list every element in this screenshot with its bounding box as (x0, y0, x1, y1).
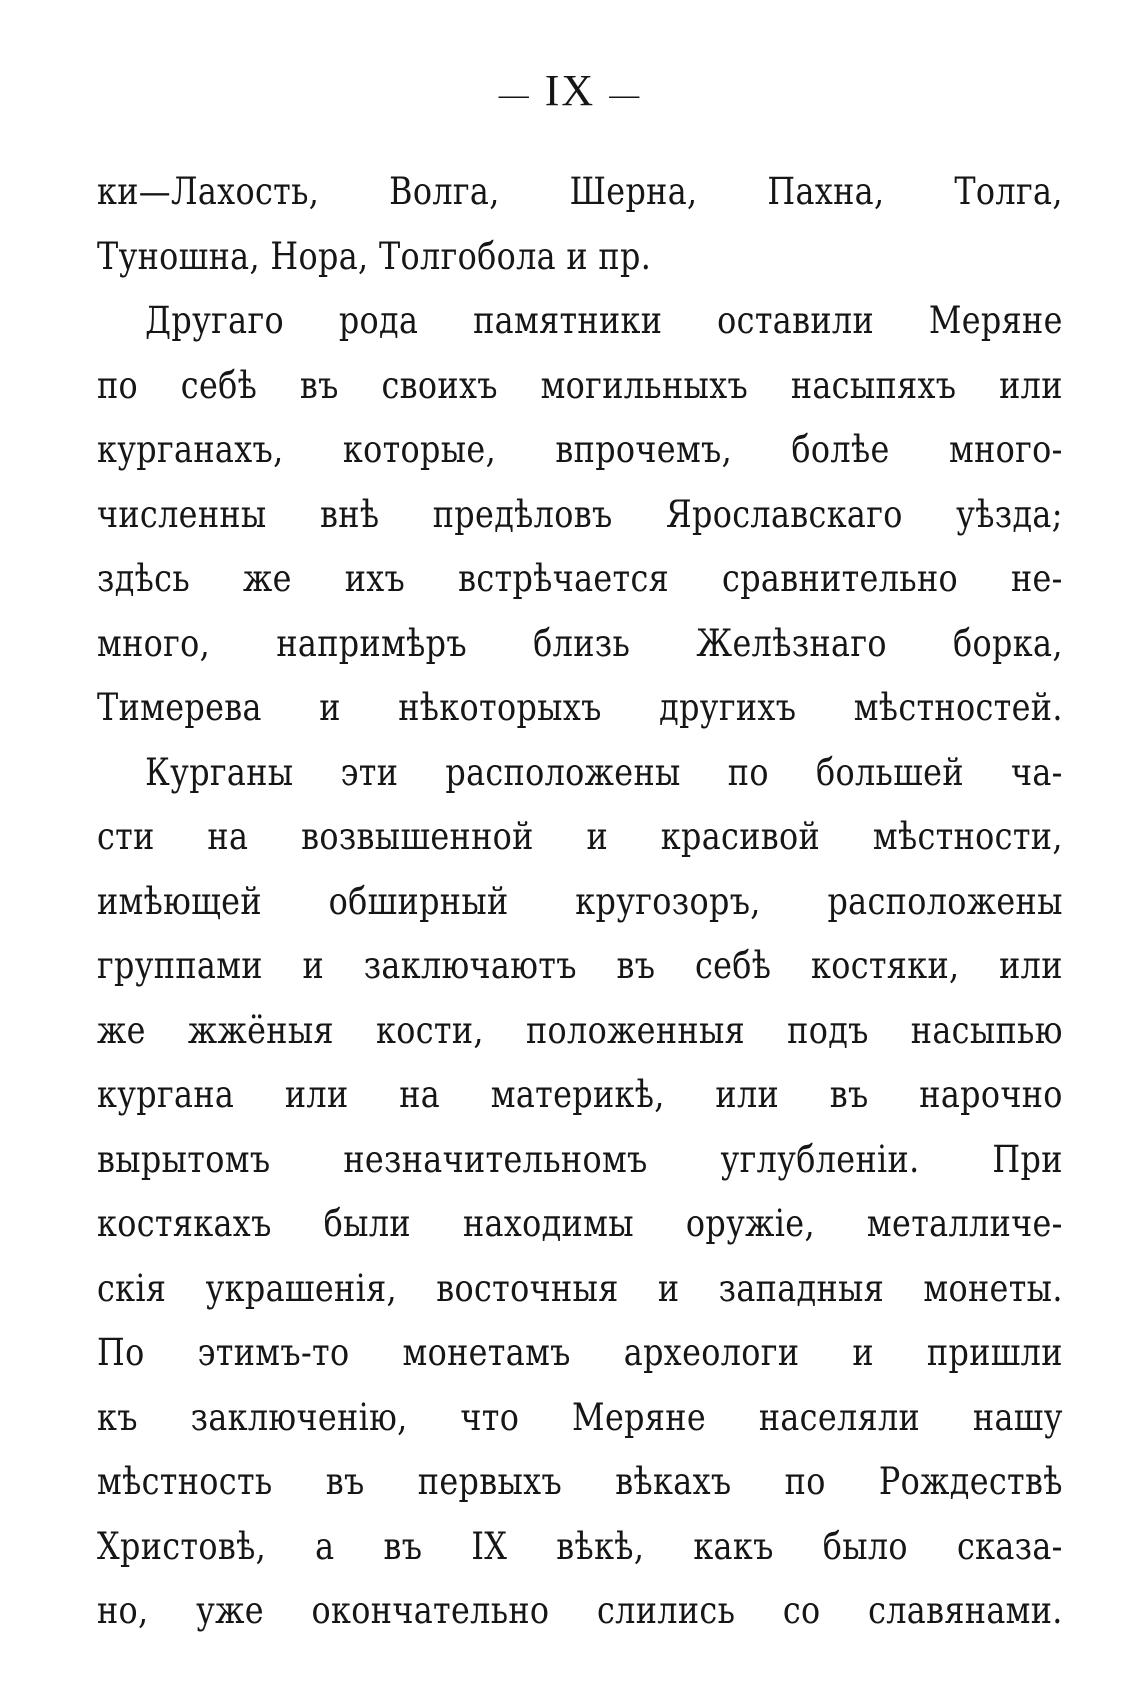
text-line: къ заключенію, что Меряне населяли нашу (97, 1395, 1063, 1439)
text-line: но, уже окончательно слились со славянами. (97, 1589, 1063, 1632)
text-line: много, напримѣръ близь Желѣзнаго борка, (97, 621, 1063, 665)
text-line: Курганы эти расположены по большей ча- (145, 750, 1063, 794)
body-text (97, 160, 1063, 1644)
text-line: Тимерева и нѣкоторыхъ другихъ мѣстностей. (97, 686, 1063, 729)
text-line: курганахъ, которые, впрочемъ, болѣе много- (97, 428, 1063, 471)
text-line: группами и заключаютъ въ себѣ костяки, или (97, 944, 1063, 987)
text-line: имѣющей обширный кругозоръ, расположены (97, 879, 1063, 923)
text-line: кургана или на материкѣ, или въ нарочно (97, 1073, 1063, 1116)
text-line: Христовѣ, а въ IX вѣкѣ, какъ было сказа- (97, 1524, 1063, 1568)
text-line: сти на возвышенной и красивой мѣстности, (97, 815, 1063, 858)
page-number-dash-left: — (498, 77, 531, 111)
text-line: костякахъ были находимы оружіе, металличе- (97, 1202, 1063, 1245)
paragraph-3 (97, 741, 1063, 1644)
paragraph-2 (97, 289, 1063, 741)
text-line: По этимъ-то монетамъ археологи и пришли (97, 1331, 1063, 1374)
page-number (0, 66, 1140, 120)
text-line: мѣстность въ первыхъ вѣкахъ по Рождествѣ (97, 1460, 1063, 1503)
text-line: скія украшенія, восточныя и западныя монеты. (97, 1266, 1063, 1310)
text-line: численны внѣ предѣловъ Ярославскаго уѣзда; (97, 492, 1063, 536)
text-line: по себѣ въ своихъ могильныхъ насыпяхъ или (97, 363, 1063, 407)
page-number-dash-right: — (609, 77, 642, 111)
page-number-numeral: IX (544, 66, 596, 115)
text-line: Другаго рода памятники оставили Меряне (145, 299, 1063, 342)
text-line: Туношна, Нора, Толгобола и пр. (97, 234, 652, 278)
text-line: же жжёныя кости, положенныя подъ насыпью (97, 1008, 1063, 1052)
paragraph-1 (97, 160, 1063, 289)
text-line: здѣсь же ихъ встрѣчается сравнительно не- (97, 557, 1063, 600)
text-line: ки—Лахость, Волга, Шерна, Пахна, Толга, (97, 170, 1063, 213)
text-line: вырытомъ незначительномъ углубленіи. При (97, 1137, 1063, 1181)
